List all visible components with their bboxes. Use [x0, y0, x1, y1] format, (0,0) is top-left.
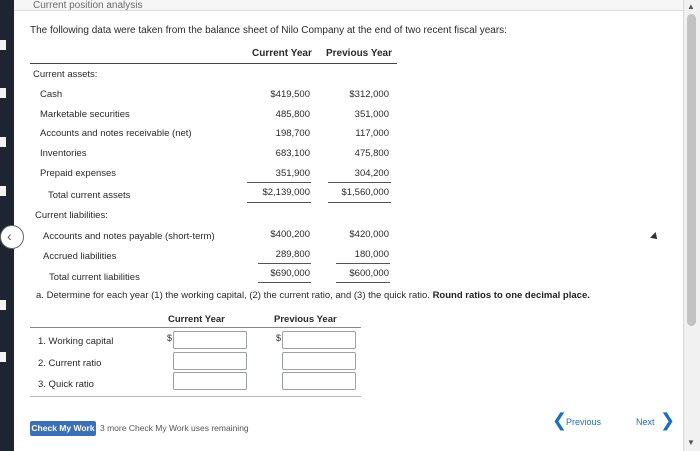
scroll-down-icon[interactable]: ▼ — [687, 438, 695, 447]
check-uses-remaining: 3 more Check My Work uses remaining — [100, 423, 249, 433]
answer-header-divider — [30, 327, 361, 328]
asset-previous: 475,800 — [354, 148, 389, 159]
total-line-previous — [328, 202, 391, 203]
current-ratio-previous-input[interactable] — [282, 352, 356, 370]
asset-current: 485,800 — [275, 109, 310, 120]
check-my-work-button[interactable]: Check My Work — [30, 421, 96, 436]
liability-label: Accounts and notes payable (short-term) — [43, 231, 215, 242]
asset-current: 198,700 — [275, 128, 310, 139]
currency-symbol: $ — [167, 333, 173, 343]
asset-label: Marketable securities — [40, 109, 130, 120]
liability-current: 289,800 — [275, 249, 310, 260]
answer-row-label: 1. Working capital — [38, 336, 114, 347]
total-liabilities-previous: $600,000 — [349, 268, 389, 279]
scroll-up-icon[interactable]: ▲ — [687, 2, 695, 11]
edge-marker — [0, 352, 6, 362]
asset-current: 683,100 — [275, 148, 310, 159]
total-assets-label: Total current assets — [48, 190, 131, 201]
total-liabilities-current: $690,000 — [270, 268, 310, 279]
answer-row-label: 3. Quick ratio — [38, 379, 94, 390]
answer-bottom-divider — [30, 396, 361, 397]
total-assets-previous: $1,560,000 — [341, 187, 389, 198]
chevron-left-icon: ‹ — [7, 228, 12, 244]
col-previous-year: Previous Year — [326, 48, 392, 59]
assets-section-title: Current assets: — [33, 69, 98, 80]
edge-marker — [0, 88, 6, 98]
chevron-right-icon: ❯ — [660, 410, 676, 430]
edge-marker — [0, 300, 6, 310]
asset-label: Inventories — [40, 148, 87, 159]
working-capital-previous-input[interactable] — [282, 331, 356, 349]
liability-previous: $420,000 — [349, 229, 389, 240]
question-prefix: a. — [36, 290, 44, 301]
currency-symbol: $ — [276, 333, 282, 343]
liab-total-line-current — [258, 282, 311, 283]
asset-current: $419,500 — [270, 89, 310, 100]
back-arrow-button[interactable] — [0, 225, 24, 249]
previous-button[interactable] — [552, 410, 608, 434]
edge-marker — [0, 137, 6, 147]
liab-total-line-previous — [336, 282, 390, 283]
page-title: Current position analysis — [33, 0, 143, 11]
subtotal-line-current — [247, 182, 311, 183]
question-body: Determine for each year (1) the working capital, (2) the current ratio, and (3) the quick ratio. — [46, 290, 430, 301]
liability-current: $400,200 — [270, 229, 310, 240]
answer-col-previous: Previous Year — [274, 314, 337, 325]
liability-label: Accrued liabilities — [43, 251, 117, 262]
asset-label: Accounts and notes receivable (net) — [40, 128, 192, 139]
answer-col-current: Current Year — [168, 314, 225, 325]
total-line-current — [247, 202, 311, 203]
vertical-scrollbar[interactable] — [683, 0, 700, 451]
intro-text: The following data were taken from the balance sheet of Nilo Company at the end of two recent fiscal years: — [30, 25, 507, 36]
asset-previous: 351,000 — [354, 109, 389, 120]
question-text — [36, 290, 590, 301]
mouse-cursor-icon — [650, 232, 660, 242]
header-divider — [30, 63, 397, 64]
quick-ratio-current-input[interactable] — [173, 372, 247, 390]
previous-label: Previous — [566, 417, 602, 427]
chevron-left-icon: ❮ — [552, 410, 568, 430]
col-current-year: Current Year — [252, 48, 312, 59]
next-label: Next — [636, 417, 655, 427]
liability-previous: 180,000 — [354, 249, 389, 260]
asset-label: Cash — [40, 89, 63, 100]
subtotal-line-previous — [328, 182, 391, 183]
quick-ratio-previous-input[interactable] — [282, 372, 356, 390]
asset-label: Prepaid expenses — [40, 168, 117, 179]
asset-current: 351,900 — [275, 168, 310, 179]
answer-row-label: 2. Current ratio — [38, 358, 102, 369]
next-button[interactable] — [634, 410, 676, 434]
edge-marker — [0, 40, 6, 50]
question-rounding-note: Round ratios to one decimal place. — [432, 290, 590, 301]
scrollbar-thumb[interactable] — [687, 14, 696, 326]
total-assets-current: $2,139,000 — [262, 187, 310, 198]
liab-subtotal-line-previous — [336, 263, 390, 264]
total-liabilities-label: Total current liabilities — [49, 272, 140, 283]
working-capital-current-input[interactable] — [173, 331, 247, 349]
asset-previous: 304,200 — [354, 168, 389, 179]
asset-previous: $312,000 — [349, 89, 389, 100]
edge-marker — [0, 186, 6, 196]
current-ratio-current-input[interactable] — [173, 352, 247, 370]
liab-subtotal-line-current — [258, 263, 311, 264]
asset-previous: 117,000 — [355, 128, 389, 139]
liabilities-section-title: Current liabilities: — [35, 210, 108, 221]
